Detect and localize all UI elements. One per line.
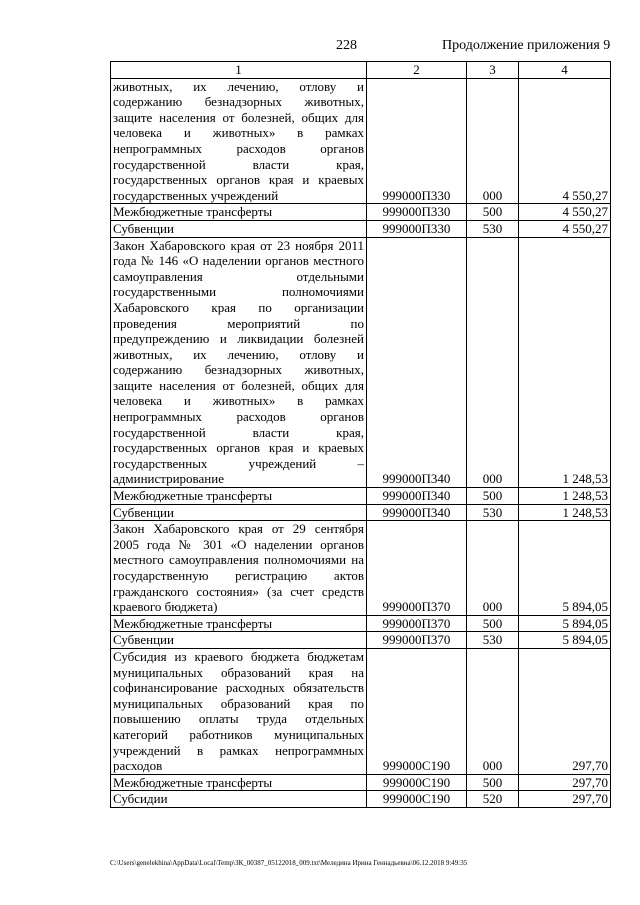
row-amount: 5 894,05: [519, 521, 611, 616]
table-row: [111, 791, 611, 808]
row-expense-type: 530: [467, 632, 519, 649]
column-header: 2: [367, 62, 467, 79]
table-row: [111, 648, 611, 774]
continuation-title: Продолжение приложения 9: [442, 38, 611, 53]
row-expense-type: 530: [467, 504, 519, 521]
row-code: 999000С190: [367, 791, 467, 808]
row-amount: 4 550,27: [519, 78, 611, 204]
footer-file-path: C:\Users\genelekhina\AppData\Local\Temp\ЗК_00387_05122018_009.txt\Меледина Ирина Геннадьевна\06.12.2018 9:49:35: [110, 859, 468, 867]
row-expense-type: 500: [467, 204, 519, 221]
row-amount: 1 248,53: [519, 488, 611, 505]
row-code: 999000П340: [367, 237, 467, 488]
row-code: 999000П340: [367, 504, 467, 521]
row-code: 999000П340: [367, 488, 467, 505]
table-row: [111, 220, 611, 237]
column-header: 1: [111, 62, 367, 79]
row-code: 999000П370: [367, 632, 467, 649]
row-code: 999000П330: [367, 204, 467, 221]
row-description: Межбюджетные трансферты: [111, 615, 367, 632]
row-amount: 297,70: [519, 774, 611, 791]
table-row: [111, 615, 611, 632]
row-code: 999000П330: [367, 78, 467, 204]
row-description: Субсидии: [111, 791, 367, 808]
table-row: [111, 632, 611, 649]
row-amount: 5 894,05: [519, 632, 611, 649]
row-description: Межбюджетные трансферты: [111, 204, 367, 221]
row-description: Межбюджетные трансферты: [111, 488, 367, 505]
row-amount: 4 550,27: [519, 204, 611, 221]
row-expense-type: 000: [467, 78, 519, 204]
row-expense-type: 000: [467, 648, 519, 774]
row-expense-type: 530: [467, 220, 519, 237]
row-amount: 297,70: [519, 648, 611, 774]
table-header-row: [111, 62, 611, 79]
row-expense-type: 500: [467, 615, 519, 632]
budget-table: [110, 61, 611, 808]
row-description: Субвенции: [111, 504, 367, 521]
table-row: [111, 237, 611, 488]
table-row: [111, 488, 611, 505]
row-amount: 5 894,05: [519, 615, 611, 632]
row-expense-type: 500: [467, 774, 519, 791]
row-description: Закон Хабаровского края от 29 сентября 2005 года № 301 «О наделении органов местного самоуправления полномочиями на государственную регистрацию актов гражданского состояния» (за счет средств краевого бюджета): [111, 521, 367, 616]
table-row: [111, 504, 611, 521]
row-amount: 297,70: [519, 791, 611, 808]
row-amount: 1 248,53: [519, 504, 611, 521]
row-expense-type: 000: [467, 237, 519, 488]
table-row: [111, 204, 611, 221]
table-row: [111, 521, 611, 616]
page-number: 228: [336, 38, 357, 53]
row-expense-type: 500: [467, 488, 519, 505]
row-code: 999000П370: [367, 615, 467, 632]
column-header: 4: [519, 62, 611, 79]
row-description: Субсидия из краевого бюджета бюджетам муниципальных образований края на софинансирование расходных обязательств муниципальных образований края по повышению оплаты труда отдельных категорий работников муниципальных учреждений в рамках непрограммных расходов: [111, 648, 367, 774]
row-code: 999000П370: [367, 521, 467, 616]
row-code: 999000С190: [367, 648, 467, 774]
row-description: Межбюджетные трансферты: [111, 774, 367, 791]
row-amount: 4 550,27: [519, 220, 611, 237]
row-description: Субвенции: [111, 632, 367, 649]
row-code: 999000П330: [367, 220, 467, 237]
row-description: Субвенции: [111, 220, 367, 237]
row-expense-type: 000: [467, 521, 519, 616]
row-description: животных, их лечению, отлову и содержанию безнадзорных животных, защите населения от болезней, общих для человека и животных» в рамках непрограммных расходов органов государственной власти края, государственных органов края и краевых государственных учреждений: [111, 78, 367, 204]
row-amount: 1 248,53: [519, 237, 611, 488]
table-row: [111, 78, 611, 204]
row-code: 999000С190: [367, 774, 467, 791]
row-description: Закон Хабаровского края от 23 ноября 2011 года № 146 «О наделении органов местного самоуправления отдельными государственными полномочиями Хабаровского края по организации проведения мероприятий по предупреждению и ликвидации болезней животных, их лечению, отлову и содержанию безнадзорных животных, защите населения от болезней, общих для человека и животных» в рамках непрограммных расходов органов государственной власти края, государственных органов края и краевых государственных учреждений – администрирование: [111, 237, 367, 488]
column-header: 3: [467, 62, 519, 79]
table-row: [111, 774, 611, 791]
row-expense-type: 520: [467, 791, 519, 808]
